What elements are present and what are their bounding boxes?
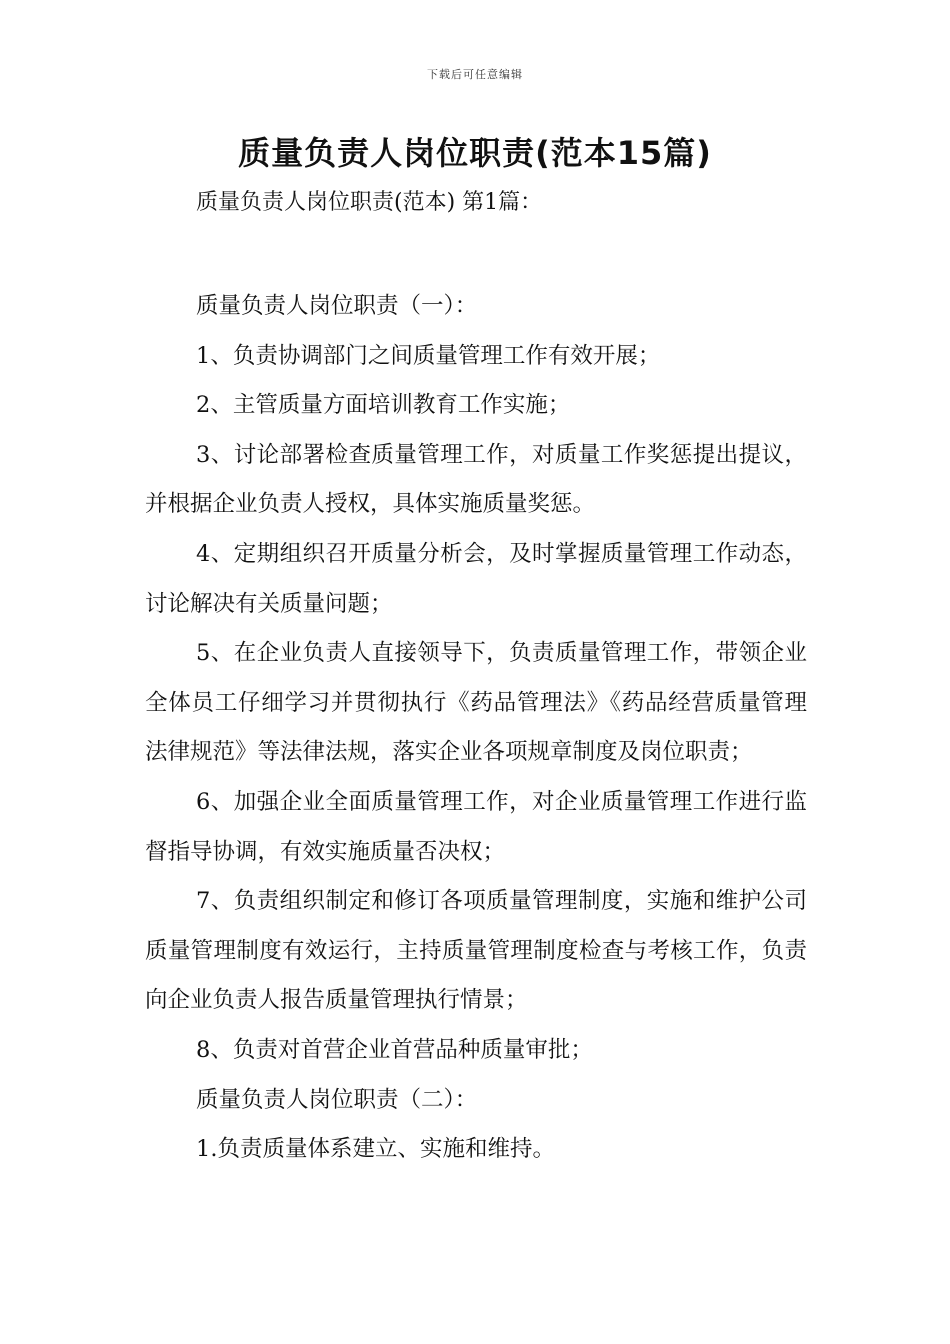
duty-item-4: 4、定期组织召开质量分析会，及时掌握质量管理工作动态，讨论解决有关质量问题； [145,540,807,617]
document-title: 质量负责人岗位职责(范本15篇) [238,134,712,172]
section-heading-1: 质量负责人岗位职责（一）： [196,293,478,319]
duty-item-3: 3、讨论部署检查质量管理工作，对质量工作奖惩提出提议，并根据企业负责人授权，具体实施质量奖惩。 [145,441,807,518]
body-text [145,282,807,1175]
section-subtitle: 质量负责人岗位职责(范本) 第1篇： [196,190,543,215]
duty-item-7: 7、负责组织制定和修订各项质量管理制度，实施和维护公司质量管理制度有效运行，主持质量管理制度检查与考核工作，负责向企业负责人报告质量管理执行情景； [145,888,807,1014]
duty-item-2: 2、主管质量方面培训教育工作实施； [196,392,571,419]
section-heading-2: 质量负责人岗位职责（二）： [196,1086,478,1113]
header-note: 下载后可任意编辑 [427,68,523,81]
duty-item-5: 5、在企业负责人直接领导下，负责质量管理工作，带领企业全体员工仔细学习并贯彻执行《药品管理法》《药品经营质量管理法律规范》等法律法规，落实企业各项规章制度及岗位职责； [145,640,807,766]
duty-item-2-1: 1.负责质量体系建立、实施和维持。 [196,1136,555,1163]
duty-item-8: 8、负责对首营企业首营品种质量审批； [196,1036,593,1063]
duty-item-1: 1、负责协调部门之间质量管理工作有效开展； [196,342,661,369]
duty-item-6: 6、加强企业全面质量管理工作，对企业质量管理工作进行监督指导协调，有效实施质量否决权； [145,788,807,865]
